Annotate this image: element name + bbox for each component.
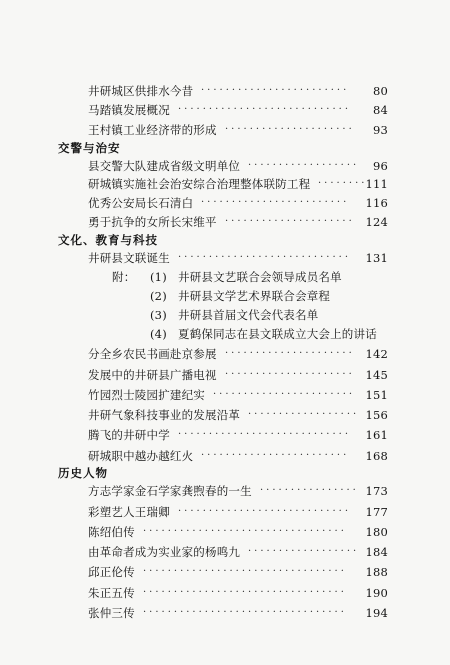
dot-leader: ···························· (178, 506, 352, 517)
page-number: 124 (365, 215, 388, 229)
toc-entry (88, 196, 388, 210)
dot-leader: ·················· (248, 409, 360, 420)
section-heading: 历史人物 (58, 466, 108, 480)
dot-leader: ····················· (225, 348, 355, 359)
toc-entry (88, 428, 388, 442)
section-heading: 文化、教育与科技 (58, 233, 158, 247)
appendix-number: (3) (150, 308, 167, 322)
appendix-number: (4) (150, 327, 167, 341)
page-number: 180 (365, 525, 388, 539)
toc-entry (88, 545, 388, 559)
toc-entry (88, 177, 388, 191)
page-number: 168 (365, 449, 388, 463)
entry-title: 腾飞的井研中学 (88, 428, 170, 442)
section-heading: 交警与治安 (58, 141, 121, 155)
entry-title: 勇于抗争的女所长宋维平 (88, 215, 217, 229)
toc-entry (88, 215, 388, 229)
dot-leader: ························ (201, 197, 350, 208)
entry-title: 陈绍伯传 (88, 525, 135, 539)
toc-entry (88, 368, 388, 382)
page-number: 142 (365, 347, 388, 361)
entry-title: 井研县文联诞生 (88, 251, 170, 265)
entry-title: 县交警大队建成省级文明单位 (88, 159, 241, 173)
entry-title: 竹园烈士陵园扩建纪实 (88, 388, 205, 402)
toc-entry (88, 586, 388, 600)
page-number: 111 (365, 177, 388, 191)
dot-leader: ································· (143, 607, 347, 618)
page-number: 131 (365, 251, 388, 265)
appendix-title: 夏鹤保同志在县文联成立大会上的讲话 (178, 327, 377, 341)
entry-title: 王村镇工业经济带的形成 (88, 123, 217, 137)
entry-title: 研城镇实施社会治安综合治理整体联防工程 (88, 177, 311, 191)
page-number: 93 (372, 123, 388, 137)
page-number: 84 (372, 103, 388, 117)
dot-leader: ····················· (225, 124, 355, 135)
dot-leader: ························ (201, 85, 350, 96)
dot-leader: ································· (143, 587, 347, 598)
toc-entry (88, 484, 388, 498)
dot-leader: ························ (201, 450, 350, 461)
entry-title: 朱正五传 (88, 586, 135, 600)
dot-leader: ································· (143, 566, 347, 577)
toc-entry (88, 347, 388, 361)
dot-leader: ·················· (248, 160, 360, 171)
page-number: 173 (365, 484, 388, 498)
entry-title: 张仲三传 (88, 606, 135, 620)
toc-entry (88, 525, 388, 539)
appendix-title: 井研县首届文代会代表名单 (178, 308, 319, 322)
appendix-number: (1) (150, 270, 167, 284)
toc-entry (88, 505, 388, 519)
page-number: 151 (365, 388, 388, 402)
appendix-item (112, 308, 318, 322)
toc-entry (88, 251, 388, 265)
toc-entry (88, 84, 388, 98)
entry-title: 井研气象科技事业的发展沿革 (88, 408, 241, 422)
toc-entry (88, 123, 388, 137)
appendix-item (112, 270, 342, 284)
entry-title: 井研城区供排水今昔 (88, 84, 194, 98)
entry-title: 由革命者成为实业家的杨鸣九 (88, 545, 241, 559)
page-number: 116 (365, 196, 388, 210)
toc-entry (88, 388, 388, 402)
toc-entry (88, 159, 388, 173)
toc-entry (88, 408, 388, 422)
dot-leader: ················ (260, 485, 359, 496)
toc-entry (88, 449, 388, 463)
appendix-lead: 附： (112, 270, 136, 284)
appendix-item (112, 327, 377, 341)
dot-leader: ········ (318, 178, 368, 189)
entry-title: 彩塑艺人王瑞卿 (88, 505, 170, 519)
page-number: 145 (365, 368, 388, 382)
toc-entry (88, 606, 388, 620)
page-number: 184 (365, 545, 388, 559)
page-number: 80 (372, 84, 388, 98)
page-number: 156 (365, 408, 388, 422)
entry-title: 邱正伦传 (88, 565, 135, 579)
entry-title: 方志学家金石学家龚煦春的一生 (88, 484, 252, 498)
entry-title: 马踏镇发展概况 (88, 103, 170, 117)
dot-leader: ···························· (178, 252, 352, 263)
entry-title: 研城职中越办越红火 (88, 449, 194, 463)
dot-leader: ······················· (213, 389, 356, 400)
entry-title: 分全乡农民书画赴京参展 (88, 347, 217, 361)
appendix-item (112, 289, 330, 303)
page-number: 161 (365, 428, 388, 442)
toc-entry (88, 103, 388, 117)
page-number: 194 (365, 606, 388, 620)
appendix-title: 井研县文艺联合会领导成员名单 (178, 270, 342, 284)
appendix-number: (2) (150, 289, 167, 303)
dot-leader: ···························· (178, 429, 352, 440)
dot-leader: ································· (143, 526, 347, 537)
dot-leader: ·················· (248, 546, 360, 557)
dot-leader: ····················· (225, 369, 355, 380)
page-number: 190 (365, 586, 388, 600)
entry-title: 发展中的井研县广播电视 (88, 368, 217, 382)
entry-title: 优秀公安局长石清白 (88, 196, 194, 210)
dot-leader: ···························· (178, 104, 352, 115)
toc-entry (88, 565, 388, 579)
page-number: 96 (372, 159, 388, 173)
appendix-title: 井研县文学艺术界联合会章程 (178, 289, 331, 303)
page-number: 177 (365, 505, 388, 519)
page-number: 188 (365, 565, 388, 579)
dot-leader: ····················· (225, 216, 355, 227)
